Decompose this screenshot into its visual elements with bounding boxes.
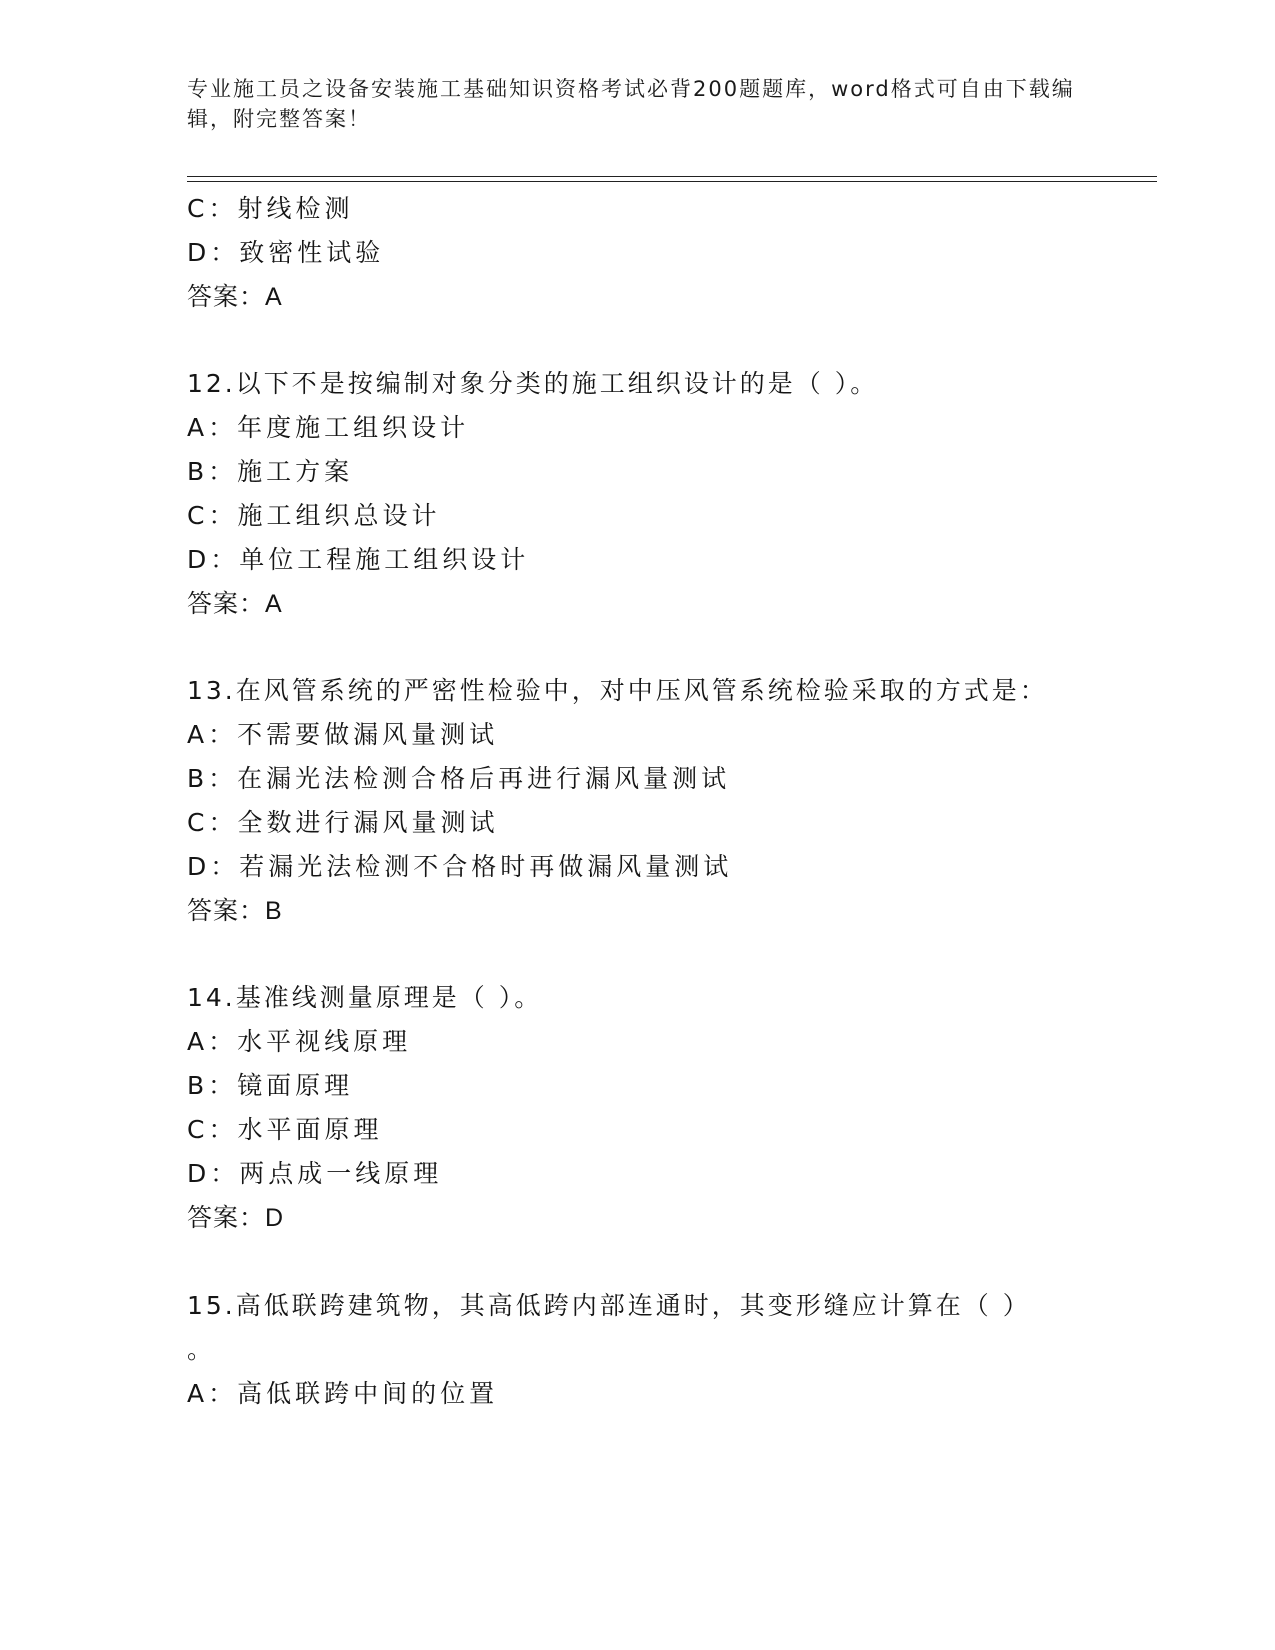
q11-option-c: C：射线检测 [187,194,354,223]
q12-answer [187,587,283,621]
q11-answer [187,280,283,314]
q13-option-a: A：不需要做漏风量测试 [187,720,499,749]
q13-stem: 13.在风管系统的严密性检验中，对中压风管系统检验采取的方式是： [187,676,1048,705]
q15-option-a: A：高低联跨中间的位置 [187,1379,499,1408]
q14-option-b: B：镜面原理 [187,1071,354,1100]
q15-stem-line2: 。 [187,1335,217,1364]
q11-option-d: D：致密性试验 [187,238,385,267]
document-header: 专业施工员之设备安装施工基础知识资格考试必背200题题库，word格式可自由下载编辑，附完整答案！ [187,77,1075,131]
q12-option-a: A：年度施工组织设计 [187,413,470,442]
q13-answer-value: B [265,897,283,925]
q12-option-b: B：施工方案 [187,457,354,486]
q14-answer [187,1201,284,1235]
q14-stem: 14.基准线测量原理是（ ）。 [187,983,543,1012]
q14-option-a: A：水平视线原理 [187,1027,412,1056]
header-divider-bottom [187,181,1157,182]
q14-option-d: D：两点成一线原理 [187,1159,443,1188]
q12-stem: 12.以下不是按编制对象分类的施工组织设计的是（ ）。 [187,369,879,398]
q13-answer-label: 答案： [187,896,266,925]
q12-answer-label: 答案： [187,589,266,618]
q15-stem-line1: 15.高低联跨建筑物，其高低跨内部连通时，其变形缝应计算在（ ） [187,1291,1031,1320]
q13-option-d: D：若漏光法检测不合格时再做漏风量测试 [187,852,733,881]
q13-option-c: C：全数进行漏风量测试 [187,808,499,837]
q11-answer-value: A [265,283,283,311]
q11-answer-label: 答案： [187,282,266,311]
q14-answer-label: 答案： [187,1203,266,1232]
q12-option-d: D：单位工程施工组织设计 [187,545,530,574]
q13-answer [187,894,283,928]
q14-option-c: C：水平面原理 [187,1115,383,1144]
header-divider-top [187,176,1157,177]
q12-option-c: C：施工组织总设计 [187,501,441,530]
q13-option-b: B：在漏光法检测合格后再进行漏风量测试 [187,764,731,793]
q12-answer-value: A [265,590,283,618]
q14-answer-value: D [265,1204,285,1232]
